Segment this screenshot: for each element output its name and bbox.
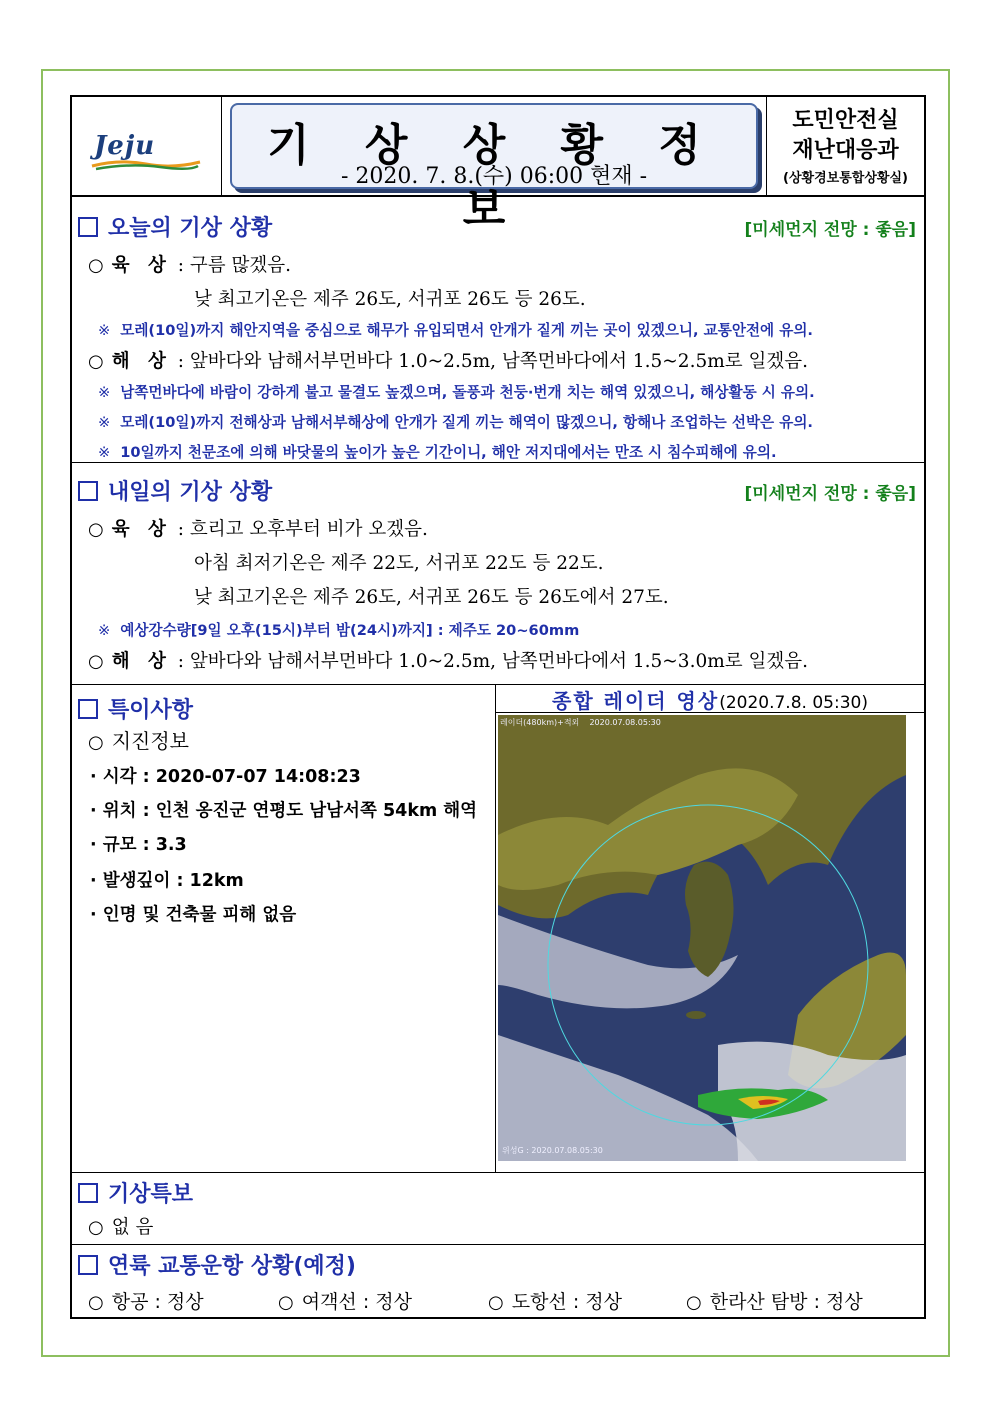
- checkbox-icon: [78, 481, 98, 501]
- reference-mark-icon: ※: [98, 414, 111, 431]
- warning-status: ○ 없 음: [88, 1217, 154, 1238]
- tomorrow-high-temp: 낮 최고기온은 제주 26도, 서귀포 26도 등 26도에서 27도.: [194, 587, 669, 608]
- reference-mark-icon: ※: [98, 322, 111, 339]
- weather-warning-section: [72, 1173, 924, 1245]
- tomorrow-land-line: [88, 515, 428, 541]
- circle-bullet-icon: ○: [88, 351, 104, 372]
- earthquake-magnitude: · 규모 : 3.3: [90, 835, 187, 855]
- office-name: (상황경보통합상황실): [783, 171, 908, 186]
- special-section: [72, 685, 924, 1173]
- today-dust-forecast: [미세먼지 전망 : 좋음]: [744, 220, 916, 240]
- circle-bullet-icon: ○: [88, 1217, 104, 1238]
- radar-source-tag: 레이더(480km)+적외 2020.07.08.05:30: [500, 718, 661, 727]
- special-title: [78, 693, 193, 724]
- tomorrow-low-temp: 아침 최저기온은 제주 22도, 서귀포 22도 등 22도.: [194, 553, 604, 574]
- traffic-ferry: ○ 여객선 : 정상: [278, 1291, 412, 1313]
- checkbox-icon: [78, 699, 98, 719]
- report-date: - 2020. 7. 8.(수) 06:00 현재 -: [340, 164, 648, 189]
- circle-bullet-icon: ○: [88, 1292, 104, 1313]
- radar-title-text: 종합 레이더 영상: [552, 689, 720, 713]
- tomorrow-section: [72, 463, 924, 685]
- logo-swoosh-icon: [90, 157, 202, 171]
- department-cell: [766, 97, 924, 195]
- circle-bullet-icon: ○: [488, 1292, 504, 1313]
- radar-satellite-image: [498, 715, 906, 1161]
- today-sea-line: [88, 347, 808, 373]
- today-land-label: 육 상: [111, 255, 172, 276]
- earthquake-panel: [72, 685, 496, 1172]
- tomorrow-title: [78, 475, 272, 506]
- tomorrow-sea-line: [88, 647, 808, 673]
- today-sea-text: : 앞바다와 남해서부먼바다 1.0~2.5m, 남쪽먼바다에서 1.5~2.5m로 일겠음.: [177, 351, 809, 372]
- earthquake-heading: ○ 지진정보: [88, 729, 189, 753]
- checkbox-icon: [78, 217, 98, 237]
- satellite-timestamp: 위성G : 2020.07.08.05:30: [502, 1146, 603, 1155]
- earthquake-location: · 위치 : 인천 옹진군 연평도 남남서쪽 54km 해역: [90, 801, 478, 821]
- warning-title-text: 기상특보: [108, 1182, 194, 1207]
- tomorrow-sea-text: : 앞바다와 남해서부먼바다 1.0~2.5m, 남쪽먼바다에서 1.5~3.0m로 일겠음.: [177, 651, 809, 672]
- tomorrow-rain-note: ※ 예상강수량[9일 오후(15시)부터 밤(24시)까지] : 제주도 20~60mm: [98, 622, 580, 639]
- earthquake-damage: · 인명 및 건축물 피해 없음: [90, 905, 297, 925]
- department-name: 도민안전실: [792, 108, 899, 133]
- today-land-line: [88, 251, 291, 277]
- circle-bullet-icon: ○: [88, 519, 104, 540]
- traffic-hallasan: ○ 한라산 탐방 : 정상: [686, 1291, 863, 1313]
- today-land-text: : 구름 많겠음.: [177, 255, 292, 276]
- jeju-logo: Jeju: [94, 131, 156, 161]
- title-box: [230, 103, 758, 235]
- circle-bullet-icon: ○: [686, 1292, 702, 1313]
- today-note-2: ※ 남쪽먼바다에 바람이 강하게 불고 물결도 높겠으며, 돌풍과 천둥·번개 치는 해역 있겠으니, 해상활동 시 유의.: [98, 384, 815, 401]
- logo-cell: [72, 97, 222, 195]
- traffic-air: ○ 항공 : 정상: [88, 1291, 204, 1313]
- circle-bullet-icon: ○: [88, 732, 104, 753]
- special-title-text: 특이사항: [108, 698, 194, 723]
- tomorrow-land-label: 육 상: [111, 519, 172, 540]
- reference-mark-icon: ※: [98, 384, 111, 401]
- today-note-3: ※ 모레(10일)까지 전해상과 남해서부해상에 안개가 짙게 끼는 해역이 많겠으니, 항해나 조업하는 선박은 유의.: [98, 414, 813, 431]
- today-note-4: ※ 10일까지 천문조에 의해 바닷물의 높이가 높은 기간이니, 해안 저지대에서는 만조 시 침수피해에 유의.: [98, 444, 777, 461]
- traffic-island-ferry: ○ 도항선 : 정상: [488, 1291, 622, 1313]
- radar-title: [496, 685, 924, 713]
- circle-bullet-icon: ○: [278, 1292, 294, 1313]
- reference-mark-icon: ※: [98, 444, 111, 461]
- circle-bullet-icon: ○: [88, 255, 104, 276]
- radar-time: (2020.7.8. 05:30): [719, 693, 868, 713]
- today-title-text: 오늘의 기상 상황: [108, 216, 273, 241]
- traffic-section: [72, 1245, 924, 1319]
- circle-bullet-icon: ○: [88, 651, 104, 672]
- tomorrow-sea-label: 해 상: [111, 651, 172, 672]
- page-title: 기 상 상 황 정 보: [267, 120, 721, 235]
- today-land-temp: 낮 최고기온은 제주 26도, 서귀포 26도 등 26도.: [194, 289, 586, 310]
- checkbox-icon: [78, 1255, 98, 1275]
- today-title: [78, 211, 272, 242]
- today-note-1: ※ 모레(10일)까지 해안지역을 중심으로 해무가 유입되면서 안개가 짙게 끼는 곳이 있겠으니, 교통안전에 유의.: [98, 322, 813, 339]
- reference-mark-icon: ※: [98, 622, 111, 639]
- traffic-title-text: 연륙 교통운항 상황(예정): [108, 1254, 356, 1279]
- tomorrow-dust-forecast: [미세먼지 전망 : 좋음]: [744, 484, 916, 504]
- tomorrow-title-text: 내일의 기상 상황: [108, 480, 273, 505]
- tomorrow-land-text: : 흐리고 오후부터 비가 오겠음.: [177, 519, 428, 540]
- earthquake-time: · 시각 : 2020-07-07 14:08:23: [90, 767, 361, 787]
- report-sheet: [70, 95, 926, 1319]
- today-section: [72, 197, 924, 463]
- earthquake-depth: · 발생깊이 : 12km: [90, 871, 244, 891]
- checkbox-icon: [78, 1183, 98, 1203]
- warning-title: [78, 1177, 193, 1208]
- division-name: 재난대응과: [792, 138, 899, 163]
- today-sea-label: 해 상: [111, 351, 172, 372]
- traffic-title: [78, 1249, 356, 1280]
- radar-map-graphic: [498, 715, 906, 1161]
